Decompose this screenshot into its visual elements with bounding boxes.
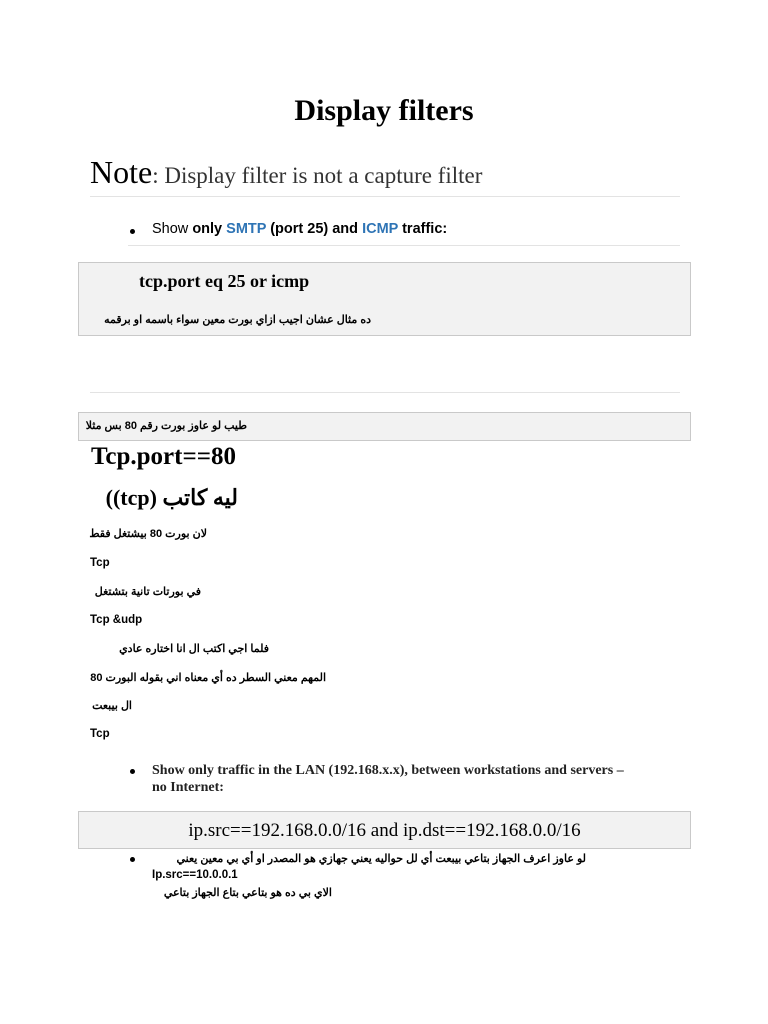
divider [90,392,680,393]
bullet-text: no Internet: [152,780,224,795]
bullet-dot [130,857,135,862]
note-label: Note [90,154,153,190]
bullet-text: (port 25) and [266,221,363,237]
explanation-line: لان بورت 80 بيشتغل فقط [89,528,207,540]
explanation-line: Tcp &udp [90,614,143,626]
explanation-line: ال بيبعت [92,700,132,712]
bullet-smtp-icmp [152,221,447,237]
code-box [78,262,691,336]
icmp-keyword: ICMP [362,221,399,237]
bullet-text: traffic: [398,221,448,237]
arabic-note: طيب لو عاوز بورت رقم 80 بس مثلا [85,420,247,432]
bullet-text: only [192,221,227,237]
filter-code: tcp.port eq 25 or icmp [139,271,310,291]
smtp-keyword: SMTP [226,221,267,237]
why-tcp-heading: ليه كاتب (tcp)) [105,485,238,510]
bullet-lan-traffic [152,762,624,796]
page-title: Display filters [294,94,474,127]
explanation-line: Tcp [90,728,110,740]
note-line [90,154,482,191]
explanation-line: في بورتات تانية بتشتغل [94,586,201,598]
note-text: : Display filter is not a capture filter [152,163,483,188]
divider [128,245,680,246]
explanation-line: فلما اجي اكتب ال انا اختاره عادي [119,643,269,655]
arabic-box [78,412,691,441]
bullet-dot [130,769,135,774]
explanation-line: المهم معني السطر ده أي معناه اني بقوله البورت 80 [90,672,326,684]
code-box [78,811,691,849]
explanation-line: Tcp [90,557,110,569]
bullet-text: لو عاوز اعرف الجهاز بتاعي بيبعت أي لل حواليه يعني جهازي هو المصدر او أي بي معين يعني [176,853,586,865]
bullet-text: الاي بي ده هو بتاعي بتاع الجهاز بتاعي [163,887,332,899]
divider [90,196,680,197]
filter-heading: Tcp.port==80 [91,443,236,470]
filter-code: ip.src==192.168.0.0/16 and ip.dst==192.168.0.0/16 [188,820,581,841]
bullet-text: Show only traffic in the LAN (192.168.x.x), between workstations and servers – [152,763,624,778]
arabic-note: ده مثال عشان اجيب ازاي بورت معين سواء باسمه او برقمه [104,314,371,326]
bullet-text: Show [152,221,193,237]
bullet-text: Ip.src==10.0.0.1 [152,869,238,881]
bullet-dot [130,229,135,234]
